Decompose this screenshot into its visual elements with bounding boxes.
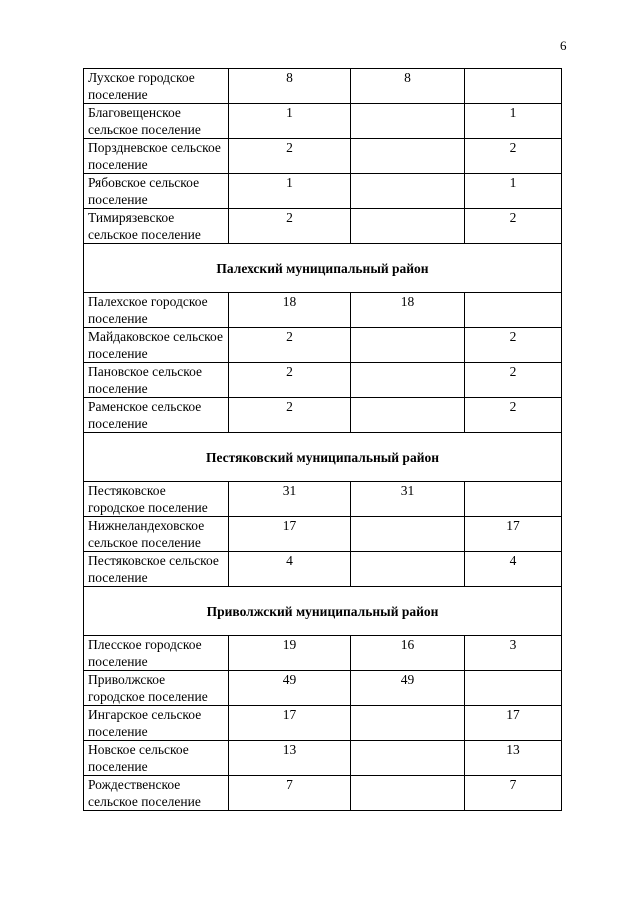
column-3-cell: 2 xyxy=(465,139,562,174)
table-row xyxy=(84,671,562,706)
table-row xyxy=(84,552,562,587)
total-cell: 49 xyxy=(229,671,351,706)
table-row xyxy=(84,636,562,671)
settlement-name-cell: Пестяковское городское поселение xyxy=(84,482,229,517)
column-3-cell xyxy=(465,293,562,328)
total-cell: 18 xyxy=(229,293,351,328)
column-3-cell: 2 xyxy=(465,363,562,398)
settlement-name-cell: Раменское сельское поселение xyxy=(84,398,229,433)
total-cell: 19 xyxy=(229,636,351,671)
column-3-cell: 2 xyxy=(465,398,562,433)
table-row xyxy=(84,517,562,552)
column-3-cell xyxy=(465,482,562,517)
table-row xyxy=(84,741,562,776)
column-3-cell: 17 xyxy=(465,517,562,552)
page-number: 6 xyxy=(560,38,567,53)
column-3-cell: 2 xyxy=(465,328,562,363)
column-2-cell xyxy=(351,104,465,139)
column-2-cell: 18 xyxy=(351,293,465,328)
total-cell: 17 xyxy=(229,517,351,552)
column-2-cell xyxy=(351,741,465,776)
column-2-cell: 49 xyxy=(351,671,465,706)
table-row xyxy=(84,398,562,433)
settlement-name-cell: Плесское городское поселение xyxy=(84,636,229,671)
settlement-name-cell: Рябовское сельское поселение xyxy=(84,174,229,209)
table-row xyxy=(84,104,562,139)
column-3-cell: 4 xyxy=(465,552,562,587)
total-cell: 2 xyxy=(229,139,351,174)
column-3-cell xyxy=(465,69,562,104)
column-2-cell xyxy=(351,776,465,811)
table-row xyxy=(84,328,562,363)
settlement-name-cell: Порздневское сельское поселение xyxy=(84,139,229,174)
table-row xyxy=(84,69,562,104)
table-row xyxy=(84,174,562,209)
table-row xyxy=(84,776,562,811)
column-2-cell: 16 xyxy=(351,636,465,671)
settlement-name-cell: Благовещенское сельское поселение xyxy=(84,104,229,139)
settlement-name-cell: Пановское сельское поселение xyxy=(84,363,229,398)
column-2-cell xyxy=(351,139,465,174)
column-2-cell xyxy=(351,174,465,209)
column-3-cell: 17 xyxy=(465,706,562,741)
total-cell: 2 xyxy=(229,328,351,363)
section-title: Пестяковский муниципальный район xyxy=(84,433,562,482)
total-cell: 13 xyxy=(229,741,351,776)
section-header-row xyxy=(84,587,562,636)
section-header-row xyxy=(84,244,562,293)
column-2-cell xyxy=(351,552,465,587)
settlement-name-cell: Майдаковское сельское поселение xyxy=(84,328,229,363)
column-3-cell xyxy=(465,671,562,706)
settlement-name-cell: Ингарское сельское поселение xyxy=(84,706,229,741)
total-cell: 4 xyxy=(229,552,351,587)
settlement-name-cell: Нижнеландеховское сельское поселение xyxy=(84,517,229,552)
settlement-name-cell: Новское сельское поселение xyxy=(84,741,229,776)
column-3-cell: 7 xyxy=(465,776,562,811)
table-row xyxy=(84,706,562,741)
total-cell: 31 xyxy=(229,482,351,517)
total-cell: 8 xyxy=(229,69,351,104)
table-row xyxy=(84,209,562,244)
column-2-cell xyxy=(351,706,465,741)
settlement-name-cell: Тимирязевское сельское поселение xyxy=(84,209,229,244)
section-title: Палехский муниципальный район xyxy=(84,244,562,293)
column-2-cell xyxy=(351,398,465,433)
total-cell: 7 xyxy=(229,776,351,811)
total-cell: 2 xyxy=(229,398,351,433)
table-body xyxy=(84,69,562,811)
column-3-cell: 1 xyxy=(465,174,562,209)
column-2-cell xyxy=(351,328,465,363)
settlement-name-cell: Рождественское сельское поселение xyxy=(84,776,229,811)
settlements-table xyxy=(83,68,562,811)
section-title: Приволжский муниципальный район xyxy=(84,587,562,636)
column-2-cell xyxy=(351,363,465,398)
section-header-row xyxy=(84,433,562,482)
table-row xyxy=(84,293,562,328)
column-3-cell: 1 xyxy=(465,104,562,139)
column-3-cell: 3 xyxy=(465,636,562,671)
settlement-name-cell: Палехское городское поселение xyxy=(84,293,229,328)
column-3-cell: 13 xyxy=(465,741,562,776)
table-row xyxy=(84,363,562,398)
total-cell: 2 xyxy=(229,363,351,398)
total-cell: 1 xyxy=(229,104,351,139)
column-3-cell: 2 xyxy=(465,209,562,244)
column-2-cell xyxy=(351,517,465,552)
total-cell: 17 xyxy=(229,706,351,741)
total-cell: 2 xyxy=(229,209,351,244)
settlement-name-cell: Лухское городское поселение xyxy=(84,69,229,104)
total-cell: 1 xyxy=(229,174,351,209)
column-2-cell: 31 xyxy=(351,482,465,517)
column-2-cell xyxy=(351,209,465,244)
table-row xyxy=(84,139,562,174)
column-2-cell: 8 xyxy=(351,69,465,104)
settlement-name-cell: Приволжское городское поселение xyxy=(84,671,229,706)
table-row xyxy=(84,482,562,517)
settlement-name-cell: Пестяковское сельское поселение xyxy=(84,552,229,587)
